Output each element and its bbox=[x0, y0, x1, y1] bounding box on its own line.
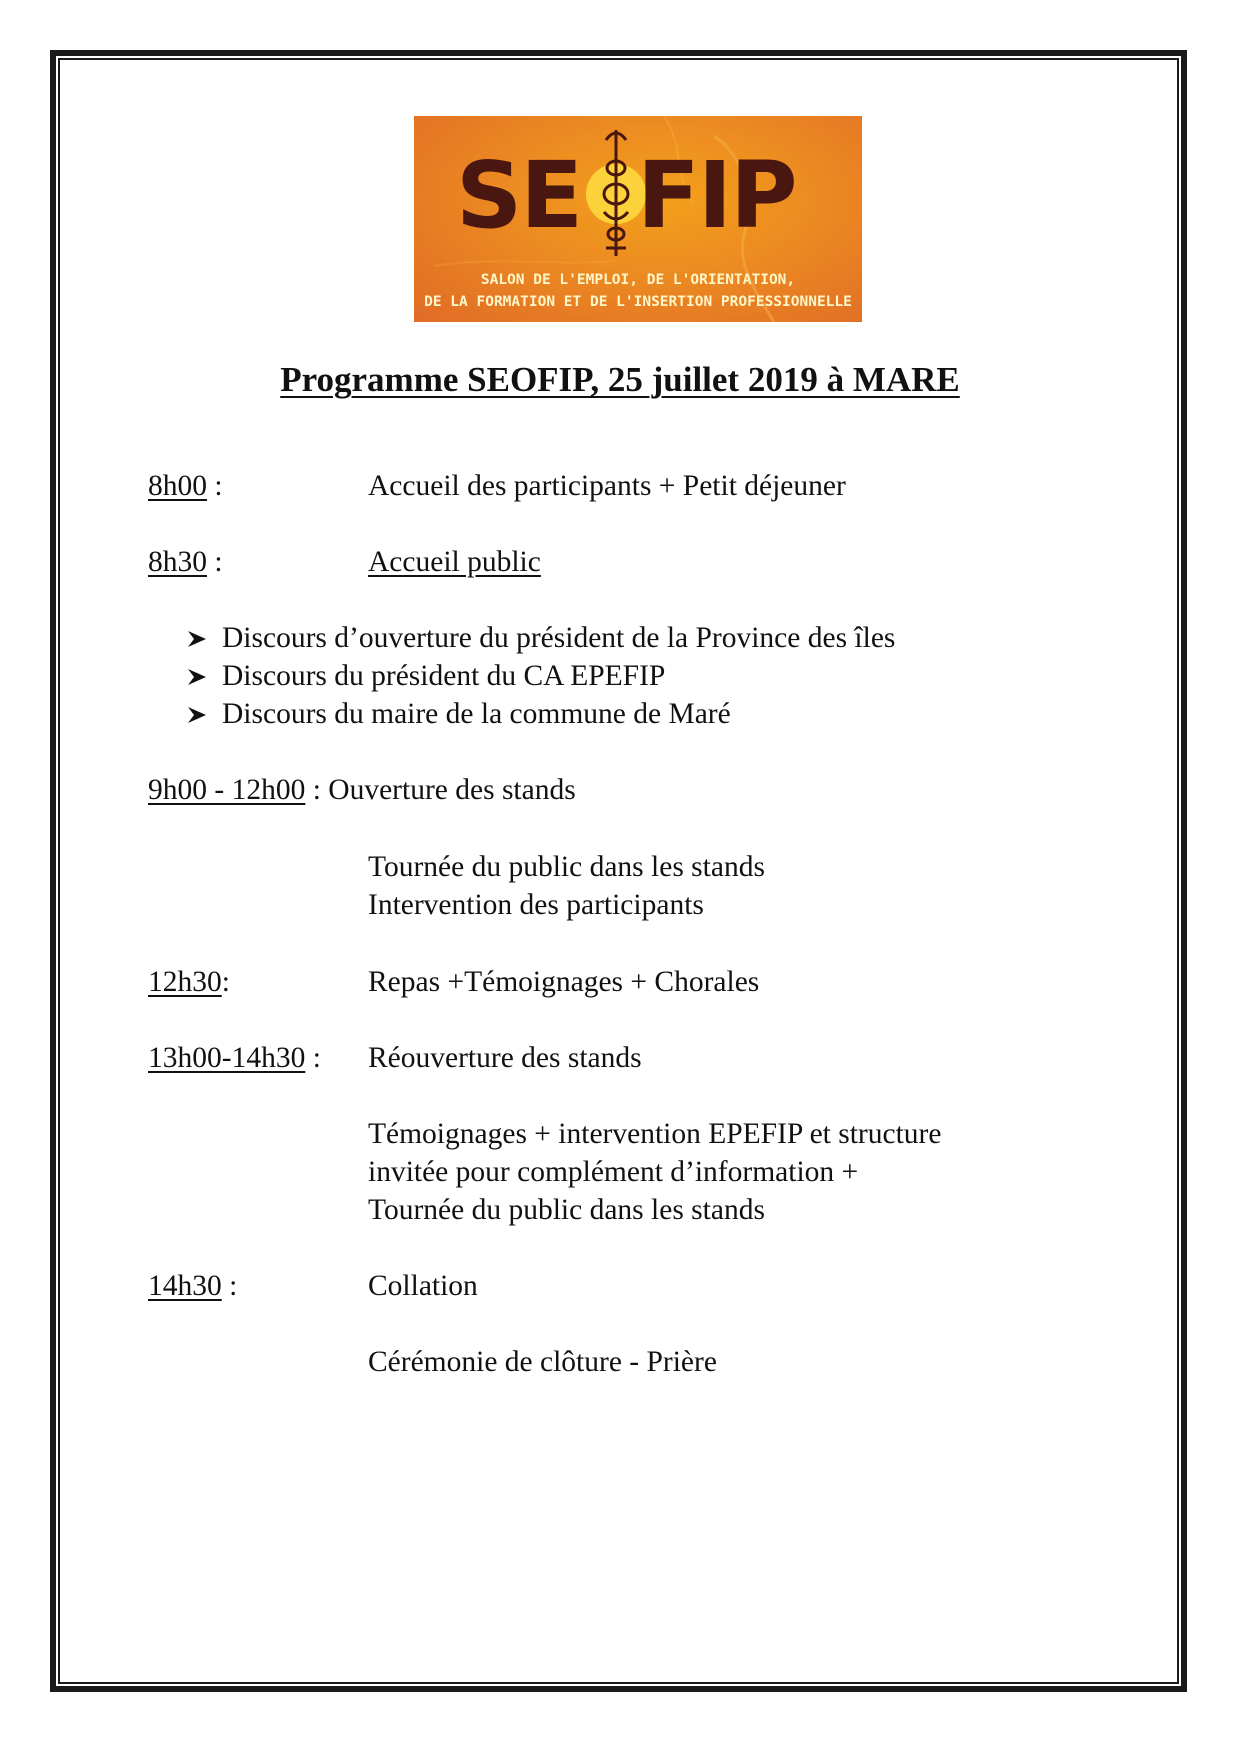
schedule-time-9h00-12h00 bbox=[148, 771, 576, 809]
list-item bbox=[186, 619, 895, 657]
schedule-detail: Témoignages + intervention EPEFIP et structure bbox=[368, 1118, 942, 1150]
logo-tagline-line1: SALON DE L'EMPLOI, DE L'ORIENTATION, bbox=[480, 272, 796, 288]
time-label: 8h30 bbox=[148, 546, 207, 578]
schedule-detail: Intervention des participants bbox=[368, 889, 704, 921]
time-separator: : bbox=[221, 1270, 238, 1302]
schedule-time-13h00-14h30 bbox=[148, 1039, 321, 1077]
schedule-detail: Cérémonie de clôture - Prière bbox=[368, 1346, 717, 1378]
schedule-time-8h00 bbox=[148, 467, 223, 505]
list-item bbox=[186, 695, 895, 733]
schedule-detail: Tournée du public dans les stands bbox=[368, 1194, 765, 1226]
schedule-description-9h00-12h00: Ouverture des stands bbox=[328, 774, 576, 806]
time-label: 9h00 - 12h00 bbox=[148, 774, 306, 806]
schedule-time-8h30 bbox=[148, 543, 223, 581]
arrow-bullet-icon bbox=[186, 667, 208, 687]
time-separator: : bbox=[207, 546, 223, 578]
arrow-bullet-icon bbox=[186, 629, 208, 649]
schedule-description-13h00-14h30: Réouverture des stands bbox=[368, 1042, 642, 1074]
arrow-bullet-icon bbox=[186, 705, 208, 725]
schedule-time-14h30 bbox=[148, 1267, 237, 1305]
time-separator: : bbox=[305, 774, 329, 806]
time-label: 12h30 bbox=[148, 966, 222, 998]
time-label: 8h00 bbox=[148, 470, 207, 502]
list-item bbox=[186, 657, 895, 695]
schedule-description-14h30: Collation bbox=[368, 1270, 478, 1302]
bullet-text: Discours du maire de la commune de Maré bbox=[222, 698, 731, 730]
bullet-text: Discours du président du CA EPEFIP bbox=[222, 660, 666, 692]
time-separator: : bbox=[221, 966, 230, 998]
schedule-detail: invitée pour complément d’information + bbox=[368, 1156, 859, 1188]
time-separator: : bbox=[207, 470, 223, 502]
schedule-description-12h30: Repas +Témoignages + Chorales bbox=[368, 966, 760, 998]
bullet-text: Discours d’ouverture du président de la Province des îles bbox=[222, 622, 896, 654]
schedule-time-12h30 bbox=[148, 963, 230, 1001]
page-title: Programme SEOFIP, 25 juillet 2019 à MARE bbox=[280, 360, 960, 399]
schedule-detail: Tournée du public dans les stands bbox=[368, 851, 765, 883]
speech-list bbox=[186, 619, 895, 733]
logo-tagline-line2: DE LA FORMATION ET DE L'INSERTION PROFESSIONNELLE bbox=[424, 294, 852, 310]
seofip-logo bbox=[414, 116, 862, 322]
time-label: 13h00-14h30 bbox=[148, 1042, 306, 1074]
schedule-description-8h00: Accueil des participants + Petit déjeuner bbox=[368, 470, 846, 502]
logo-word-fip: FIP bbox=[637, 142, 796, 249]
time-separator: : bbox=[305, 1042, 321, 1074]
logo-word-se: SE bbox=[456, 142, 582, 249]
time-label: 14h30 bbox=[148, 1270, 222, 1302]
schedule-description-8h30: Accueil public bbox=[368, 546, 541, 578]
